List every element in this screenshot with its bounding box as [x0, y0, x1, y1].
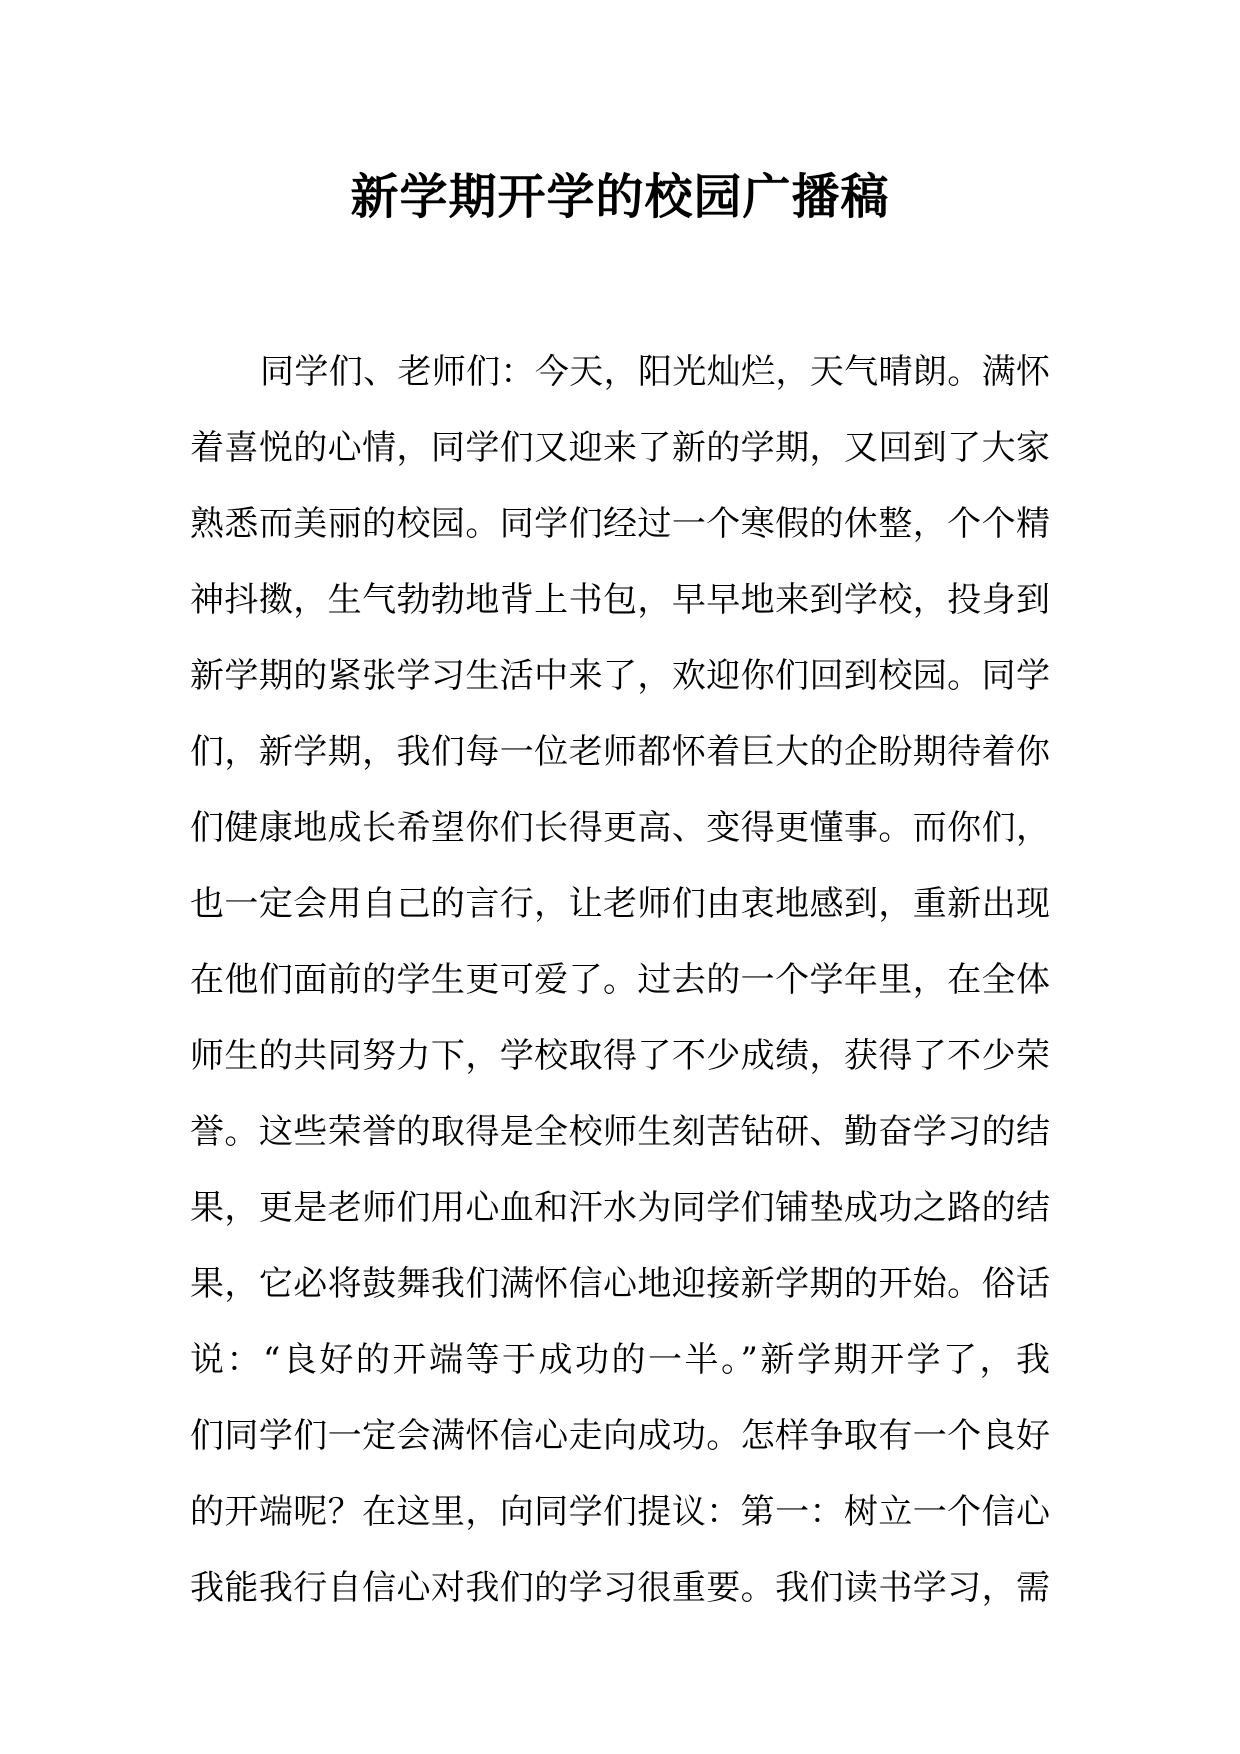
paragraph-line: 我能我行自信心对我们的学习很重要。我们读书学习，需 [190, 1568, 1050, 1608]
paragraph-line: 们，新学期，我们每一位老师都怀着巨大的企盼期待着你 [190, 732, 1050, 772]
paragraph-line: 熟悉而美丽的校园。同学们经过一个寒假的休整，个个精 [190, 504, 1050, 544]
paragraph-line: 着喜悦的心情，同学们又迎来了新的学期，又回到了大家 [190, 428, 1050, 468]
paragraph-line: 誉。这些荣誉的取得是全校师生刻苦钻研、勤奋学习的结 [190, 1112, 1050, 1152]
paragraph-line: 在他们面前的学生更可爱了。过去的一个学年里，在全体 [190, 960, 1050, 1000]
body-paragraph [190, 334, 1050, 1626]
paragraph-line: 也一定会用自己的言行，让老师们由衷地感到，重新出现 [190, 884, 1050, 924]
document-title: 新学期开学的校园广播稿 [350, 169, 890, 225]
paragraph-line: 同学们、老师们：今天，阳光灿烂，天气晴朗。满怀 [260, 352, 1050, 392]
paragraph-line: 师生的共同努力下，学校取得了不少成绩，获得了不少荣 [190, 1036, 1050, 1076]
paragraph-line: 说：“良好的开端等于成功的一半。”新学期开学了，我 [190, 1340, 1050, 1380]
paragraph-line: 果，更是老师们用心血和汗水为同学们铺垫成功之路的结 [190, 1188, 1050, 1228]
paragraph-line: 神抖擞，生气勃勃地背上书包，早早地来到学校，投身到 [190, 580, 1050, 620]
paragraph-line: 们同学们一定会满怀信心走向成功。怎样争取有一个良好 [190, 1416, 1050, 1456]
paragraph-line: 们健康地成长希望你们长得更高、变得更懂事。而你们， [190, 808, 1050, 848]
paragraph-line: 果，它必将鼓舞我们满怀信心地迎接新学期的开始。俗话 [190, 1264, 1050, 1304]
paragraph-line: 新学期的紧张学习生活中来了，欢迎你们回到校园。同学 [190, 656, 1050, 696]
paragraph-line: 的开端呢？在这里，向同学们提议：第一：树立一个信心 [190, 1492, 1050, 1532]
